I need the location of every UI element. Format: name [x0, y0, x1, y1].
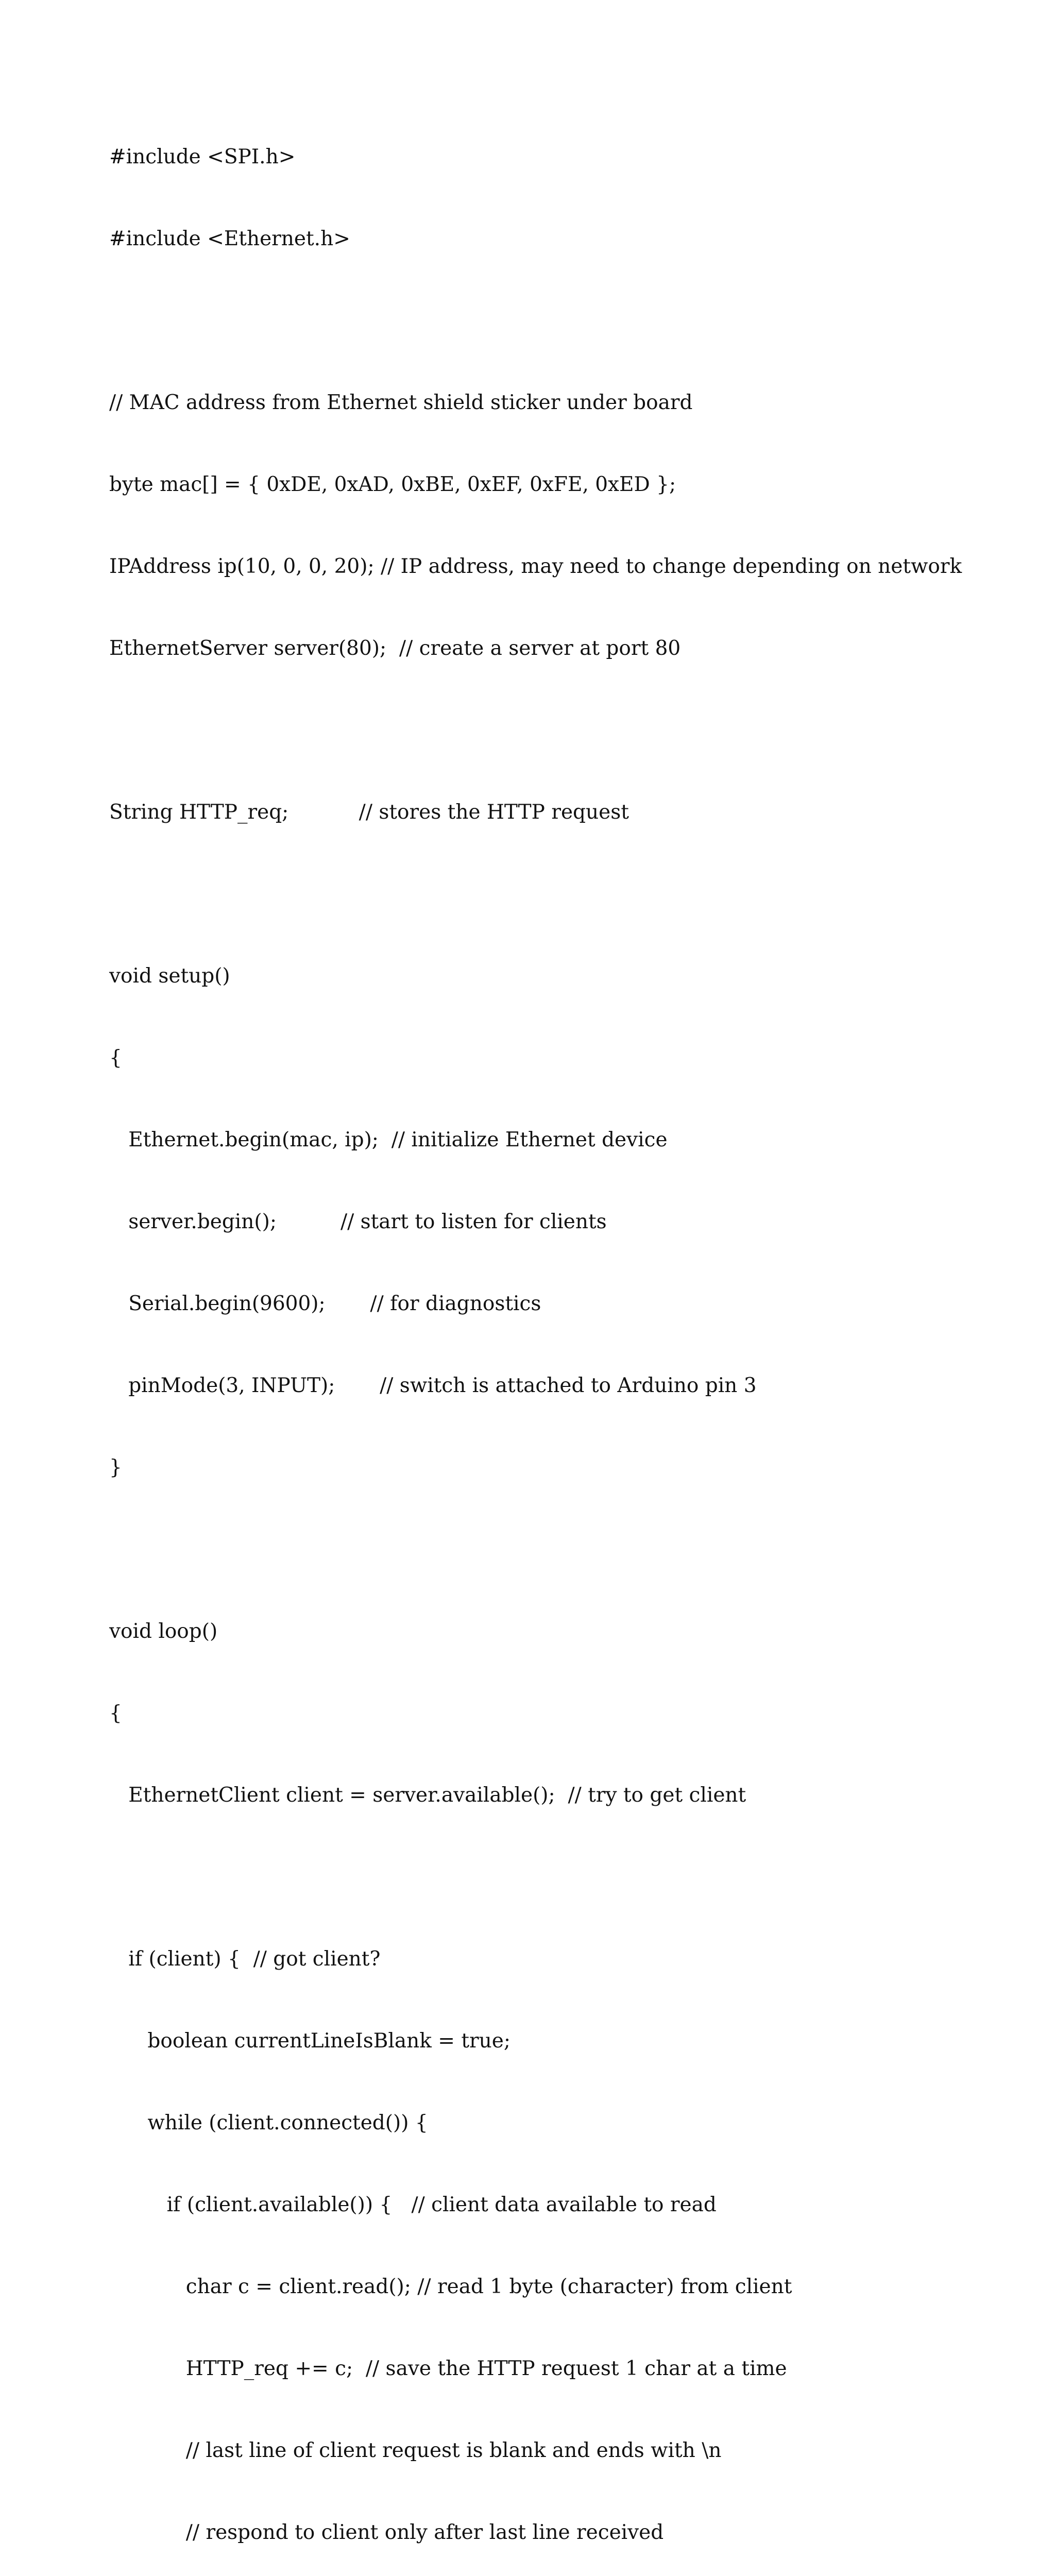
code-line: byte mac[] = { 0xDE, 0xAD, 0xBE, 0xEF, 0xFE, 0xED }; — [109, 473, 676, 496]
code-line: boolean currentLineIsBlank = true; — [109, 2029, 511, 2053]
code-line — [109, 717, 1036, 744]
code-line: void loop() — [109, 1620, 218, 1643]
code-line: { — [109, 1046, 122, 1070]
code-line: #include <Ethernet.h> — [109, 227, 350, 250]
code-line — [109, 1536, 1036, 1563]
code-line: { — [109, 1702, 122, 1725]
code-line: if (client.available()) { // client data available to read — [109, 2193, 717, 2216]
code-line: void setup() — [109, 964, 230, 988]
code-line: // last line of client request is blank and ends with \n — [109, 2439, 722, 2462]
code-line: EthernetServer server(80); // create a server at port 80 — [109, 637, 681, 660]
code-line: Serial.begin(9600); // for diagnostics — [109, 1292, 541, 1315]
code-line: Ethernet.begin(mac, ip); // initialize Ethernet device — [109, 1128, 668, 1151]
code-line — [109, 880, 1036, 908]
code-line: while (client.connected()) { — [109, 2111, 428, 2134]
code-line: pinMode(3, INPUT); // switch is attached to Arduino pin 3 — [109, 1374, 757, 1397]
code-line: HTTP_req += c; // save the HTTP request 1 char at a time — [109, 2357, 787, 2380]
code-line — [109, 1863, 1036, 1891]
code-line: // MAC address from Ethernet shield sticker under board — [109, 391, 693, 414]
code-line: IPAddress ip(10, 0, 0, 20); // IP address, may need to change depending on network — [109, 555, 962, 578]
code-line: if (client) { // got client? — [109, 1947, 381, 1971]
code-listing — [109, 89, 1036, 2576]
code-line: // respond to client only after last line received — [109, 2521, 664, 2544]
code-line: server.begin(); // start to listen for clients — [109, 1210, 607, 1233]
code-line: } — [109, 1456, 122, 1479]
code-line: #include <SPI.h> — [109, 145, 296, 168]
code-line: String HTTP_req; // stores the HTTP request — [109, 801, 629, 824]
code-line: char c = client.read(); // read 1 byte (character) from client — [109, 2275, 792, 2298]
code-line: EthernetClient client = server.available(); // try to get client — [109, 1784, 746, 1807]
code-line — [109, 307, 1036, 334]
